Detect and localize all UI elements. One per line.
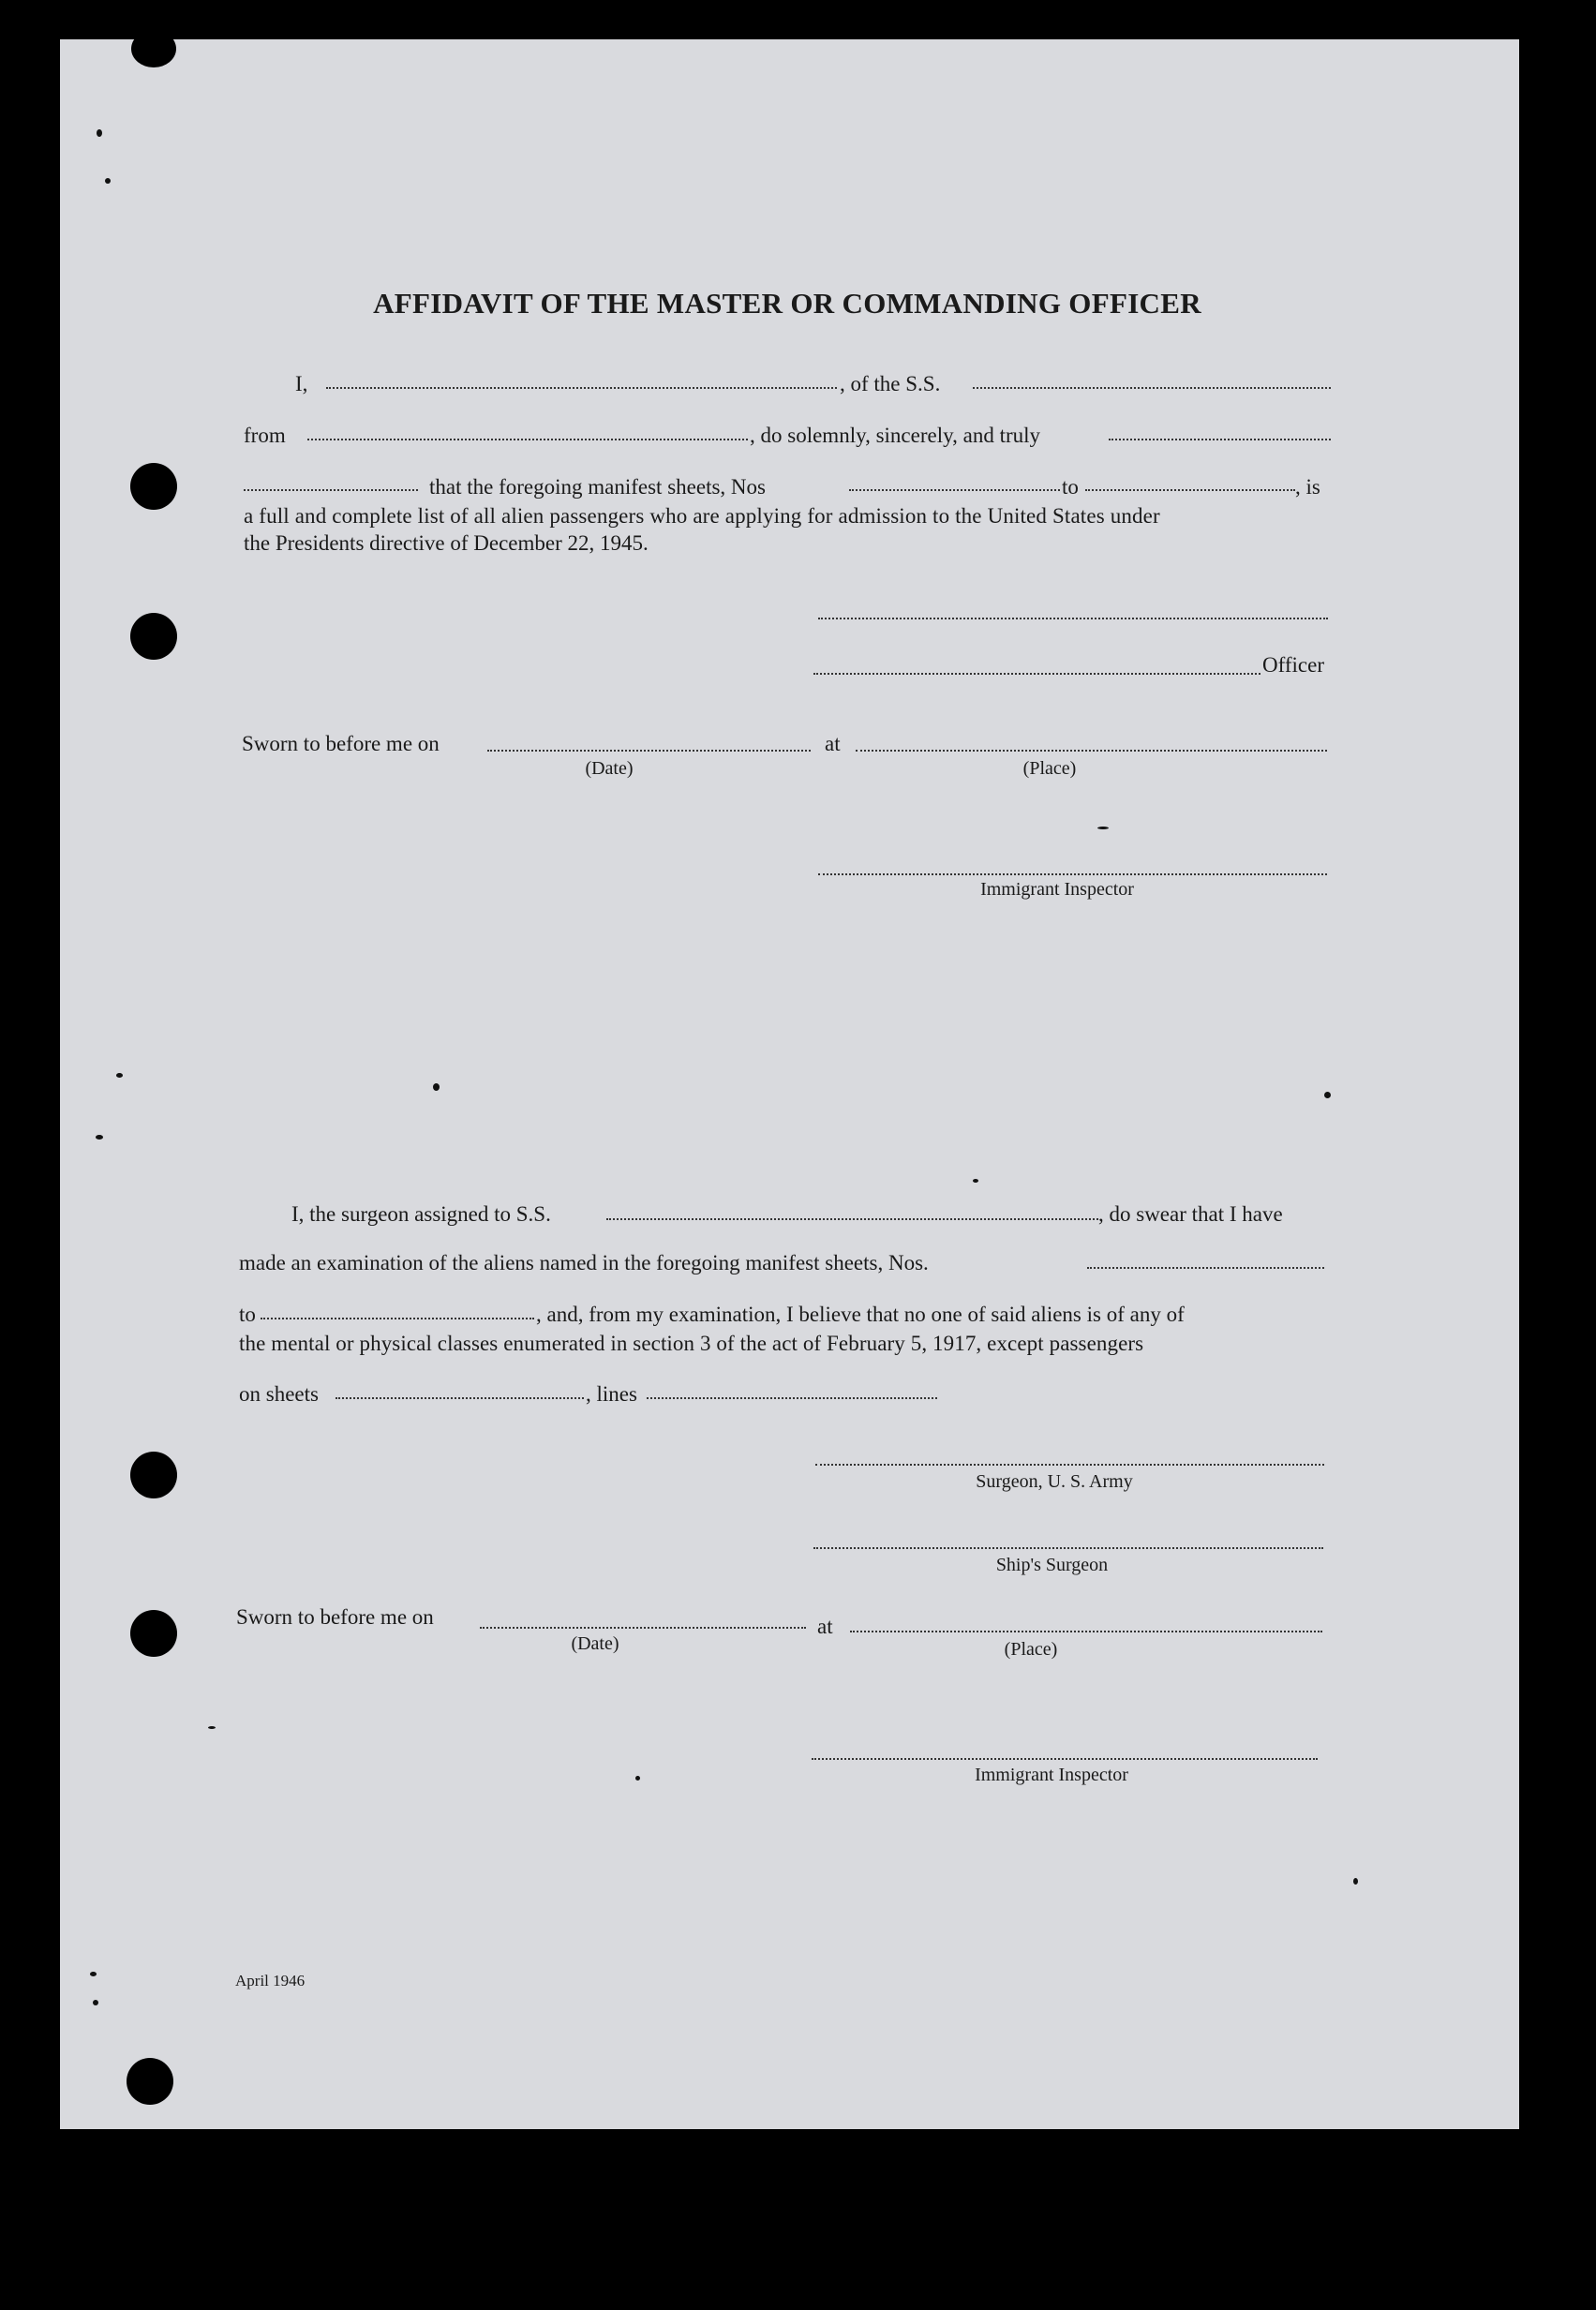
oath-field[interactable] — [1109, 439, 1331, 440]
punch-hole — [131, 30, 176, 67]
to-label: to — [1062, 475, 1079, 499]
paragraph-line: the Presidents directive of December 22, 1945. — [244, 531, 649, 555]
date-caption: (Date) — [571, 1633, 619, 1654]
army-surgeon-signature-line[interactable] — [815, 1464, 1324, 1466]
army-surgeon-caption: Surgeon, U. S. Army — [976, 1471, 1133, 1492]
scan-speck — [1324, 1092, 1331, 1098]
surgeon-line: I, the surgeon assigned to S.S. — [291, 1202, 551, 1226]
inspector-signature-line-2[interactable] — [812, 1758, 1318, 1760]
sheet-to-field[interactable] — [1085, 489, 1295, 491]
solemnly-label: , do solemnly, sincerely, and truly — [750, 424, 1041, 447]
from-port-field[interactable] — [307, 439, 748, 440]
surgeon-line: , and, from my examination, I believe that no one of said aliens is of any of — [536, 1303, 1185, 1326]
from-label: from — [244, 424, 286, 447]
scan-speck — [973, 1179, 978, 1183]
scan-speck — [105, 178, 111, 184]
punch-hole — [130, 463, 177, 510]
punch-hole — [130, 613, 177, 660]
sworn-statement-field[interactable] — [244, 489, 418, 491]
paragraph-line: a full and complete list of all alien passengers who are applying for admission to the United States under — [244, 504, 1160, 528]
surgeon-sheet-to-field[interactable] — [261, 1318, 534, 1319]
sworn-place-field[interactable] — [856, 750, 1327, 752]
lines-label: , lines — [586, 1382, 637, 1406]
inspector-caption: Immigrant Inspector — [980, 879, 1134, 900]
punch-hole — [127, 2058, 173, 2105]
scan-speck — [97, 129, 102, 137]
scan-speck — [1097, 827, 1109, 829]
officer-label: Officer — [1262, 653, 1324, 677]
lines-field[interactable] — [647, 1397, 937, 1399]
sheet-from-field[interactable] — [849, 489, 1060, 491]
master-name-field[interactable] — [326, 387, 837, 389]
on-sheets-label: on sheets — [239, 1382, 319, 1406]
ship-surgeon-signature-line[interactable] — [813, 1547, 1323, 1549]
officer-signature-line[interactable] — [813, 673, 1260, 675]
surgeon-ship-field[interactable] — [606, 1218, 1098, 1220]
form-title: AFFIDAVIT OF THE MASTER OR COMMANDING OFFICER — [373, 287, 1201, 320]
scan-speck — [93, 2000, 98, 2005]
on-sheets-field[interactable] — [336, 1397, 584, 1399]
scan-speck — [1353, 1878, 1358, 1885]
scan-speck — [208, 1726, 216, 1729]
at-label: at — [825, 732, 841, 755]
surgeon-swear-label: , do swear that I have — [1098, 1202, 1283, 1226]
inspector-signature-line[interactable] — [818, 873, 1327, 875]
scan-speck — [90, 1972, 97, 1976]
is-label: , is — [1295, 475, 1320, 499]
surgeon-line: the mental or physical classes enumerated in section 3 of the act of February 5, 1917, except passengers — [239, 1332, 1144, 1355]
date-caption: (Date) — [585, 758, 634, 779]
inspector-caption: Immigrant Inspector — [975, 1765, 1128, 1785]
scan-speck — [433, 1083, 440, 1091]
place-caption: (Place) — [1022, 758, 1077, 779]
signature-line[interactable] — [818, 618, 1328, 619]
sworn-label: Sworn to before me on — [236, 1605, 434, 1629]
at-label: at — [817, 1615, 833, 1638]
i-label: I, — [295, 372, 308, 395]
punch-hole — [130, 1452, 177, 1498]
surgeon-line: made an examination of the aliens named in the foregoing manifest sheets, Nos. — [239, 1251, 929, 1274]
place-caption: (Place) — [1004, 1639, 1058, 1660]
scan-speck — [116, 1073, 123, 1078]
punch-hole — [130, 1610, 177, 1657]
surgeon-sheet-from-field[interactable] — [1087, 1267, 1324, 1269]
sworn-date-field-2[interactable] — [480, 1627, 806, 1629]
sworn-place-field-2[interactable] — [850, 1631, 1322, 1632]
form-sheet — [60, 39, 1519, 2129]
of-ss-label: , of the S.S. — [840, 372, 941, 395]
scan-speck — [635, 1776, 640, 1781]
manifest-sheets-label: that the foregoing manifest sheets, Nos — [429, 475, 766, 499]
scan-speck — [96, 1135, 103, 1140]
surgeon-to-label: to — [239, 1303, 256, 1326]
ship-surgeon-caption: Ship's Surgeon — [995, 1555, 1109, 1575]
sworn-label: Sworn to before me on — [242, 732, 440, 755]
sworn-date-field[interactable] — [487, 750, 811, 752]
ship-name-field[interactable] — [973, 387, 1331, 389]
form-revision-date: April 1946 — [235, 1972, 306, 1990]
